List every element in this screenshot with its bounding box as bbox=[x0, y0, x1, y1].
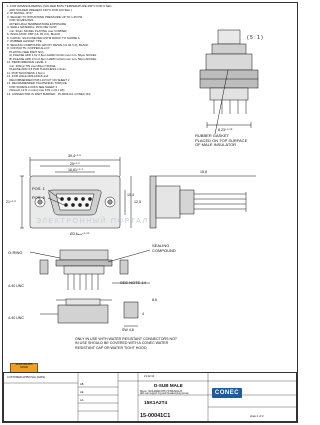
note-line: 9. CONTACTS: COPPER ALLOY bbox=[7, 46, 50, 50]
note-line: 7. RUBBER GASKET: TPE bbox=[7, 39, 42, 43]
part-number: 15-00041C1 bbox=[140, 413, 171, 419]
drawing-date: 21.12.12 bbox=[144, 375, 155, 378]
thread-4-40-top: 4-40 UNC bbox=[8, 284, 24, 288]
dimension-16-81: 16,81⁺⁰·¹ bbox=[68, 168, 83, 172]
sheet-number: sheet 1 of 2 bbox=[250, 415, 264, 418]
dimension-4: 4 bbox=[142, 312, 144, 316]
note-line: 10. PERFORMANCE LEVEL 1: bbox=[7, 60, 48, 64]
rev-line-3: AA bbox=[80, 399, 84, 402]
hole-diameter: Ø3,6ₘᵢₙ⁺⁰·⁰⁵ bbox=[70, 232, 90, 236]
rev-line-1: AB bbox=[80, 383, 84, 386]
note-line: B) PLEASE ADD 3 for 0,8µm HARD GOLD over min. 50µm NICKEL bbox=[7, 56, 97, 61]
model-number: 15K1A2T4 bbox=[144, 401, 168, 406]
note-line: A) PLEASE ADD 1 for 0,6µm HARD GOLD over min. 50µm NICKEL bbox=[7, 53, 97, 57]
note-line: 5. INSULATOR: PBT (UL 94 V-0), BLACK bbox=[7, 32, 61, 36]
note-line: FOR 30 MINUTES bbox=[7, 18, 34, 22]
note-line: AFTER HIGH TEMPERATURE EXPOSURE bbox=[7, 21, 66, 26]
note-line: 3. SEALED TO WITHSTAND PRESSURE UP TO 1.45 PSI bbox=[7, 14, 83, 19]
title-line-1: D-SUB MALE bbox=[154, 383, 183, 388]
rubber-gasket-note: RUBBER GASKET PLACED ON TOP SURFACE OF MALE INSULATOR bbox=[195, 133, 248, 148]
note-line: min. 50µm NICKEL PLATING over COPPER. bbox=[7, 28, 68, 33]
customer-approval-label: CUSTOMER APPROVAL (DATE) bbox=[7, 376, 46, 379]
rev-line-2: AE bbox=[80, 391, 84, 394]
note-line: 11. PCB THICKNESS 1,6mm bbox=[7, 70, 45, 75]
note-line: PLEASE ADD 0,5 PCB THICKNESS 1,6mm bbox=[7, 67, 66, 71]
dimension-21: 21⁺⁰·⁵ bbox=[6, 200, 17, 204]
note-line: PLATING (SEE PART NO) bbox=[7, 49, 44, 54]
note-line: 4. SHELL MATERIAL: ZINC DIE CAST, bbox=[7, 25, 58, 29]
watermark: ЭЛЕКТРОННЫЙ ПОРТАЛ bbox=[36, 218, 149, 225]
note-line: RECOMMENDED PCB LAYOUT ON SHEET 2 bbox=[7, 77, 70, 82]
dimension-10-4: 10,4 bbox=[127, 193, 134, 197]
dimension-39-4: 39,4⁺⁰·⁵ bbox=[68, 154, 82, 158]
note-line: FOR SCREW-LOCKS SEE SHEET 2 bbox=[7, 84, 58, 89]
note-line: min. 200cyc TIN over 80µm NICKEL bbox=[7, 63, 57, 68]
dimension-25: 25⁺⁰·⁰ bbox=[70, 162, 80, 166]
scale-label: ( 5 : 1 ) bbox=[247, 35, 263, 41]
dimension-8-6: 8,6 bbox=[152, 298, 157, 302]
thread-4-40-bottom: 4-40 UNC bbox=[8, 316, 24, 320]
see-note-label: SEE NOTE 14 bbox=[120, 280, 146, 285]
note-line: 12. FOR HOLE DRILLINGS and bbox=[7, 74, 49, 78]
conec-logo: CONEC bbox=[212, 388, 242, 398]
title-line-3: with rear support ring and threaded plug screws bbox=[140, 392, 189, 395]
note-line: 1. FOR WAVESOLDERING (SOLDER BATH TEMPERATURE 260°C FOR 6 SEC. bbox=[7, 4, 113, 8]
note-line: 13. RECOMMENDED TIGHTENING TORQUE bbox=[7, 81, 67, 85]
note-line: 8. SEALING COMPOUND: EPOXY RESIN (UL 94 V-0), BLACK bbox=[7, 42, 89, 47]
note-line: AND SOLDER PREHEAT 150°C FOR 100 SEC.) bbox=[7, 7, 73, 12]
dimension-15-8: 15,8 bbox=[200, 170, 207, 174]
rohs-badge-text: RoHS 2011/65 SOLID bbox=[15, 363, 33, 369]
o-ring-label: O-RING bbox=[8, 250, 23, 255]
dimension-sw-4-8: SW 4,8 bbox=[122, 328, 134, 332]
title-line-2: 9pos. SOLDER-PIN STRAIGHT bbox=[140, 389, 183, 393]
note-line: (Wrench 12 N·m max) max 67N·m (6 x LB) bbox=[7, 88, 65, 92]
note-line: 2. IP RATING: IP 67 bbox=[7, 11, 33, 15]
note-line: 6. O-RING: SILICONE PER ASTM D2000: TO SHORE A bbox=[7, 35, 80, 40]
pos-6-label: POS. 6 bbox=[32, 195, 45, 200]
sealing-compound-label: SEALING COMPOUND bbox=[152, 243, 176, 253]
dimension-12-5: 12,5 bbox=[134, 200, 141, 204]
pos-1-label: POS. 1 bbox=[32, 186, 45, 191]
title-block bbox=[3, 372, 297, 422]
dimension-8-23: 8,23⁺⁰·⁰⁵ bbox=[218, 128, 233, 132]
note-line: 14. CONNECTOR IS PART MARKED 15-00041C1 CONEC (IN) bbox=[7, 91, 91, 96]
water-resistant-note: ONLY IN USE WITH WATER RESISTANT CONNECTORS NOT IN USE SHOULD BE COVERED WITH A CONEC WATER RESISTANT CAP OR WATER TIGHT HOOD bbox=[75, 337, 178, 350]
